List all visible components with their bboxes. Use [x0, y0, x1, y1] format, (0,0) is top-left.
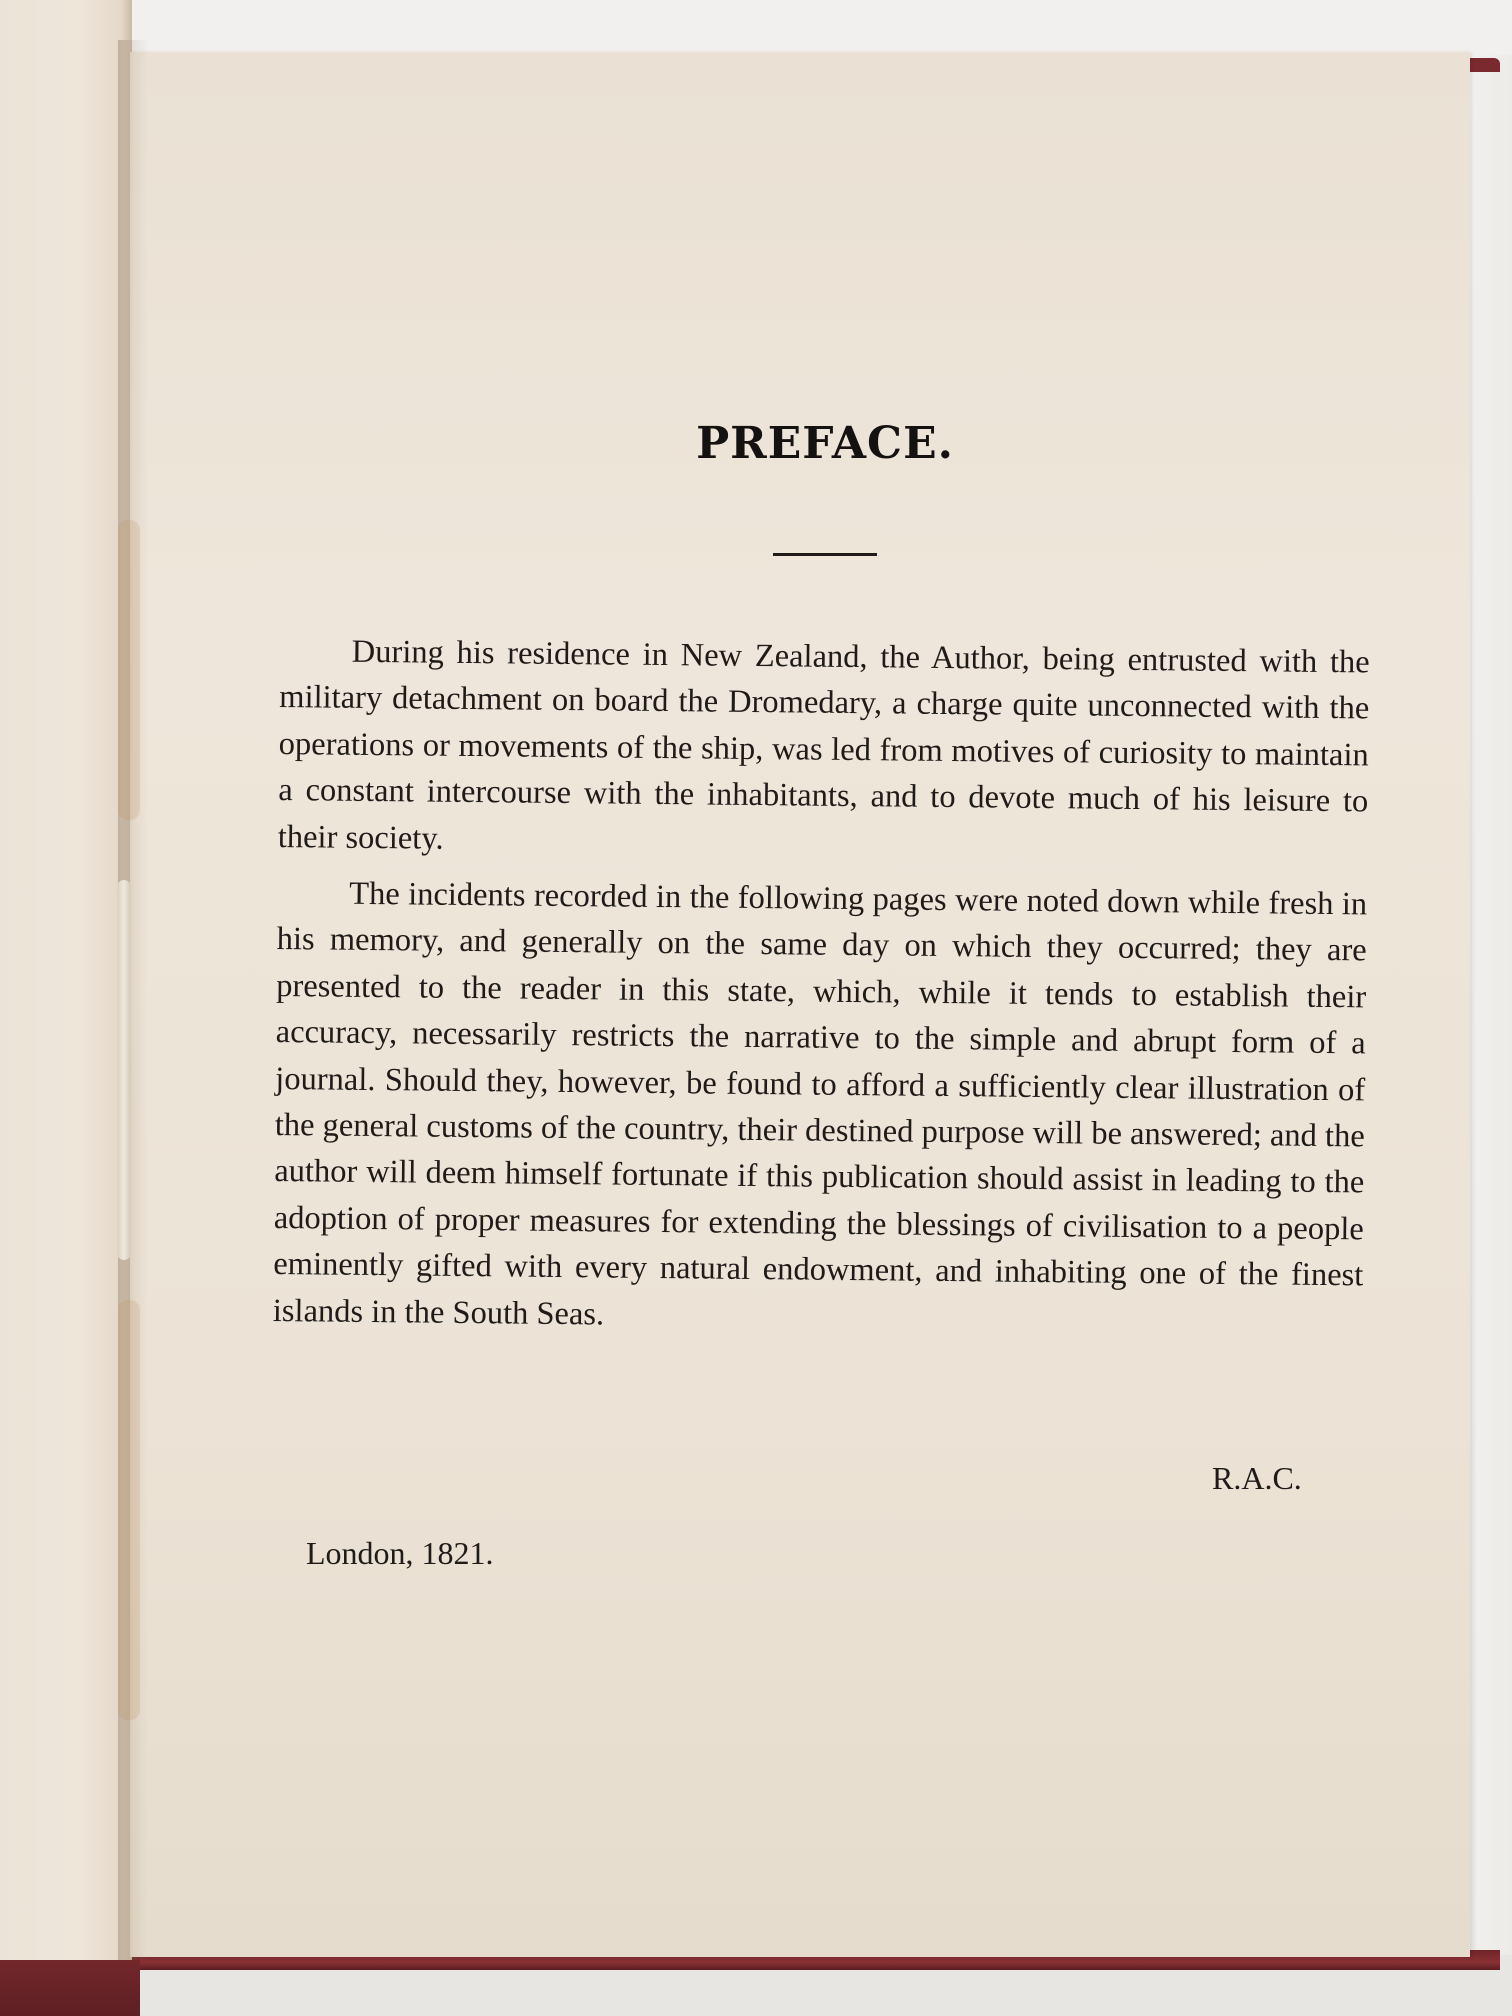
- author-initials: R.A.C.: [1212, 1460, 1302, 1496]
- binding-thread: [117, 880, 131, 1260]
- left-facing-page: [0, 0, 132, 1960]
- preface-paragraph-2: The incidents recorded in the following pages were noted down while fresh in his memory, and generally on the same day on which they occurred; they are presented to the reader in this state, which, while it tends to establish their accuracy, necessarily restricts the narrative to the simple and abrupt form of a journal. Should they, however, be found to afford a sufficiently clear illustration of the general customs of the country, their destined purpose will be answered; and the author will deem himself fortunate if this publication should assist in leading to the adoption of proper measures for extending the blessings of civilisation to a people eminently gifted with every natural endowment, and inhabiting one of the finest islands in the South Seas.: [272, 875, 1368, 1333]
- preface-paragraph-1: During his residence in New Zealand, the Author, being entrusted with the military detachment on board the Dromedary, a charge quite unconnected with the operations or movements of the ship, was led from motives of curiosity to maintain a constant intercourse with the inhabitants, and to devote much of his leisure to their society.: [277, 633, 1370, 857]
- place-and-date: London, 1821.: [306, 1535, 494, 1571]
- background-right: [1476, 55, 1512, 1955]
- title-rule: [773, 553, 877, 556]
- preface-body: [273, 628, 1370, 1355]
- page-title: PREFACE.: [696, 418, 954, 469]
- foxing-stain: [118, 520, 140, 820]
- foxing-stain: [118, 1300, 140, 1720]
